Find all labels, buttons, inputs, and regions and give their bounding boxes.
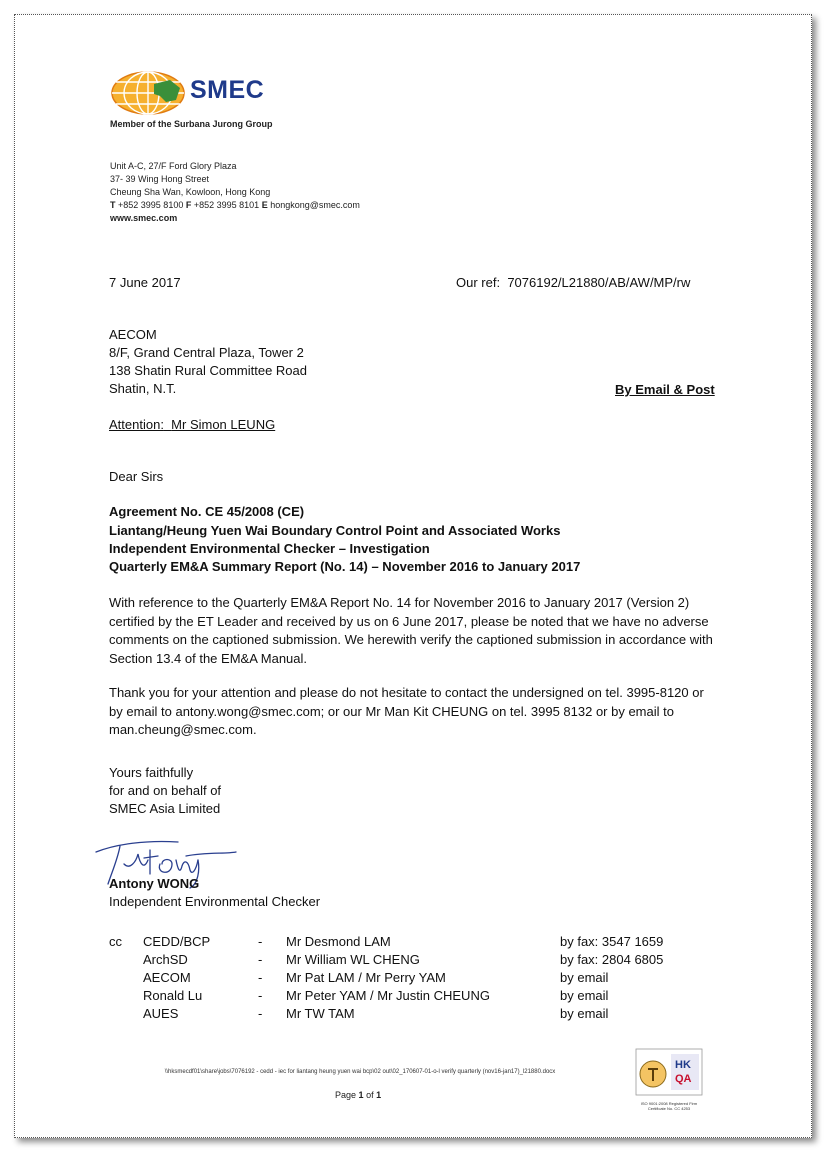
phone-label: T (110, 200, 116, 210)
cc-person: Mr Desmond LAM (286, 934, 391, 949)
fax-value: +852 3995 8101 (193, 200, 260, 210)
reference-label: Our ref: (456, 275, 501, 290)
smec-globe-logo (110, 70, 188, 116)
cc-method: by email (560, 970, 609, 985)
subject-line-1: Agreement No. CE 45/2008 (CE) (109, 504, 305, 519)
recipient-line-2: 8/F, Grand Central Plaza, Tower 2 (109, 345, 304, 360)
page-total: 1 (376, 1090, 382, 1100)
contact-line (110, 199, 360, 212)
cc-person: Mr Pat LAM / Mr Perry YAM (286, 970, 446, 985)
closing-line-3: SMEC Asia Limited (109, 801, 221, 816)
subject-line-4: Quarterly EM&A Summary Report (No. 14) – November 2016 to January 2017 (109, 559, 581, 574)
certification-badge (635, 1048, 703, 1111)
phone-value: +852 3995 8100 (118, 200, 184, 210)
attention-label: Attention: (109, 417, 164, 432)
page-number (335, 1090, 381, 1100)
email-value: hongkong@smec.com (270, 200, 360, 210)
closing-line-2: for and on behalf of (109, 783, 222, 798)
salutation: Dear Sirs (109, 469, 164, 484)
svg-text:HK: HK (675, 1059, 691, 1071)
page-label: Page (335, 1090, 357, 1100)
address-line-2: 37- 39 Wing Hong Street (110, 174, 210, 184)
cc-method: by email (560, 988, 609, 1003)
body-paragraph-1: With reference to the Quarterly EM&A Report No. 14 for November 2016 to January 2017 (Version 2) certified by the ET Leader and received by us on 6 June 2017, please be noted that we have no adverse comments on the captioned submission. We herewith verify the captioned submission in accordance with Section 13.4 of the EM&A Manual. (109, 595, 713, 666)
page-of: of (366, 1090, 374, 1100)
cc-dash: - (258, 988, 263, 1003)
cc-org: AUES (143, 1006, 179, 1021)
cc-method: by email (560, 1006, 609, 1021)
logo-wordmark: SMEC (190, 76, 265, 104)
email-label: E (261, 200, 268, 210)
fax-label: F (185, 200, 192, 210)
address-line-1: Unit A-C, 27/F Ford Glory Plaza (110, 161, 237, 171)
cc-dash: - (258, 1006, 263, 1021)
hkqa-logo (635, 1048, 703, 1096)
website-link: www.smec.com (110, 213, 178, 223)
cc-dash: - (258, 934, 263, 949)
cc-org: AECOM (143, 970, 191, 985)
signatory-title: Independent Environmental Checker (109, 894, 321, 909)
page-current: 1 (358, 1090, 364, 1100)
cc-method: by fax: 3547 1659 (560, 934, 664, 949)
recipient-line-3: 138 Shatin Rural Committee Road (109, 363, 307, 378)
certification-text: ISO 9001:2008 Registered Firm Certificate No. CC 4253 (640, 1101, 698, 1111)
cc-method: by fax: 2804 6805 (560, 952, 664, 967)
delivery-method: By Email & Post (615, 382, 715, 397)
cc-org: Ronald Lu (143, 988, 203, 1003)
cc-dash: - (258, 970, 263, 985)
cc-org: CEDD/BCP (143, 934, 211, 949)
body-paragraph-2: Thank you for your attention and please do not hesitate to contact the undersigned on tel. 3995-8120 or by email to antony.wong@smec.com; or our Mr Man Kit CHEUNG on tel. 3995 8132 or by email to man.cheung@smec.com. (109, 685, 704, 737)
closing-line-1: Yours faithfully (109, 765, 194, 780)
reference-value: 7076192/L21880/AB/AW/MP/rw (507, 275, 691, 290)
recipient-line-4: Shatin, N.T. (109, 381, 177, 396)
recipient-line-1: AECOM (109, 327, 157, 342)
cc-person: Mr William WL CHENG (286, 952, 420, 967)
attention-name: Mr Simon LEUNG (171, 417, 276, 432)
subject-line-2: Liantang/Heung Yuen Wai Boundary Control Point and Associated Works (109, 523, 561, 538)
address-line-3: Cheung Sha Wan, Kowloon, Hong Kong (110, 187, 271, 197)
attention-line (109, 416, 275, 435)
footer-file-path: \\hksmecdf01\share\jobs\7076192 - cedd - iec for liantang heung yuen wai bcp\02 out\02_170607-01-o-l verify quarterly (nov16-jan17)_l21880.docx (164, 1069, 556, 1075)
cc-org: ArchSD (143, 952, 188, 967)
cc-dash: - (258, 952, 263, 967)
letter-date: 7 June 2017 (109, 275, 181, 290)
cc-person: Mr Peter YAM / Mr Justin CHEUNG (286, 988, 490, 1003)
signatory-name: Antony WONG (109, 876, 200, 891)
logo-tagline: Member of the Surbana Jurong Group (110, 119, 273, 129)
reference (456, 274, 690, 293)
svg-text:QA: QA (675, 1073, 692, 1085)
subject-line-3: Independent Environmental Checker – Investigation (109, 541, 430, 556)
cc-label: cc (109, 934, 122, 949)
cc-person: Mr TW TAM (286, 1006, 355, 1021)
